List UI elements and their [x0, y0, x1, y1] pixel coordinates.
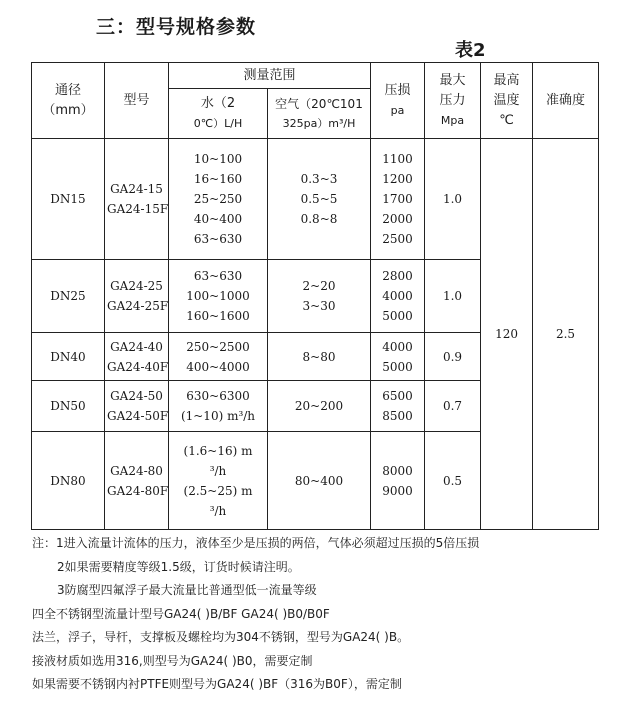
bore-cell: DN40: [32, 333, 105, 381]
model-cell: GA24-15 GA24-15F: [105, 139, 169, 260]
water-range-cell: 10~100 16~160 25~250 40~400 63~630: [169, 139, 268, 260]
bore-cell: DN80: [32, 432, 105, 530]
header-water: 水（2 0℃）L/H: [169, 89, 268, 139]
header-accuracy: 准确度: [533, 63, 599, 139]
note-line: 注：1进入流量计流体的压力，液体至少是压损的两倍，气体必须超过压损的5倍压损: [32, 536, 480, 550]
air-range-cell: 2~20 3~30: [268, 260, 371, 333]
header-range: 测量范围: [169, 63, 371, 89]
model-cell: GA24-80 GA24-80F: [105, 432, 169, 530]
note-line: 3防腐型四氟浮子最大流量比普通型低一流量等级: [57, 583, 317, 597]
note-line: 四全不锈钢型流量计型号GA24( )B/BF GA24( )B0/B0F: [32, 606, 330, 621]
pressure-loss-cell: 1100 1200 1700 2000 2500: [371, 139, 425, 260]
air-range-cell: 8~80: [268, 333, 371, 381]
water-range-cell: 63~630 100~1000 160~1600: [169, 260, 268, 333]
air-range-cell: 0.3~3 0.5~5 0.8~8: [268, 139, 371, 260]
notes: [32, 532, 628, 697]
pressure-loss-cell: 6500 8500: [371, 381, 425, 432]
header-model: 型号: [105, 63, 169, 139]
pressure-loss-cell: 2800 4000 5000: [371, 260, 425, 333]
air-range-cell: 20~200: [268, 381, 371, 432]
water-range-cell: (1.6~16) m ³/h (2.5~25) m ³/h: [169, 432, 268, 530]
max-pressure-cell: 0.5: [425, 432, 481, 530]
note-line: 如果需要不锈钢内衬PTFE则型号为GA24( )BF（316为B0F），需定制: [32, 677, 402, 691]
header-max-pressure: 最大 压力 Mpa: [425, 63, 481, 139]
max-pressure-cell: 1.0: [425, 139, 481, 260]
max-pressure-cell: 0.7: [425, 381, 481, 432]
note-line: 接液材质如选用316,则型号为GA24( )B0，需要定制: [32, 653, 313, 668]
air-range-cell: 80~400: [268, 432, 371, 530]
bore-cell: DN15: [32, 139, 105, 260]
accuracy-cell: 2.5: [533, 139, 599, 530]
note-line: 2如果需要精度等级1.5级，订货时候请注明。: [57, 559, 300, 574]
max-pressure-cell: 1.0: [425, 260, 481, 333]
bore-cell: DN50: [32, 381, 105, 432]
pressure-loss-cell: 8000 9000: [371, 432, 425, 530]
header-bore: 通径 （mm）: [32, 63, 105, 139]
water-range-cell: 250~2500 400~4000: [169, 333, 268, 381]
model-cell: GA24-40 GA24-40F: [105, 333, 169, 381]
note-line: 法兰，浮子，导杆，支撑板及螺栓均为304不锈钢，型号为GA24( )B。: [32, 630, 410, 644]
pressure-loss-cell: 4000 5000: [371, 333, 425, 381]
section-title: 三：型号规格参数: [96, 16, 257, 38]
max-temp-cell: 120: [481, 139, 533, 530]
model-cell: GA24-25 GA24-25F: [105, 260, 169, 333]
model-cell: GA24-50 GA24-50F: [105, 381, 169, 432]
max-pressure-cell: 0.9: [425, 333, 481, 381]
header-max-temp: 最高 温度 ℃: [481, 63, 533, 139]
header-pressure-loss: 压损 pa: [371, 63, 425, 139]
table-row: [32, 139, 599, 260]
table-caption: 表2: [455, 40, 486, 61]
header-air: 空气（20℃101 325pa）m³/H: [268, 89, 371, 139]
spec-table: [31, 62, 599, 530]
water-range-cell: 630~6300 (1~10) m³/h: [169, 381, 268, 432]
bore-cell: DN25: [32, 260, 105, 333]
